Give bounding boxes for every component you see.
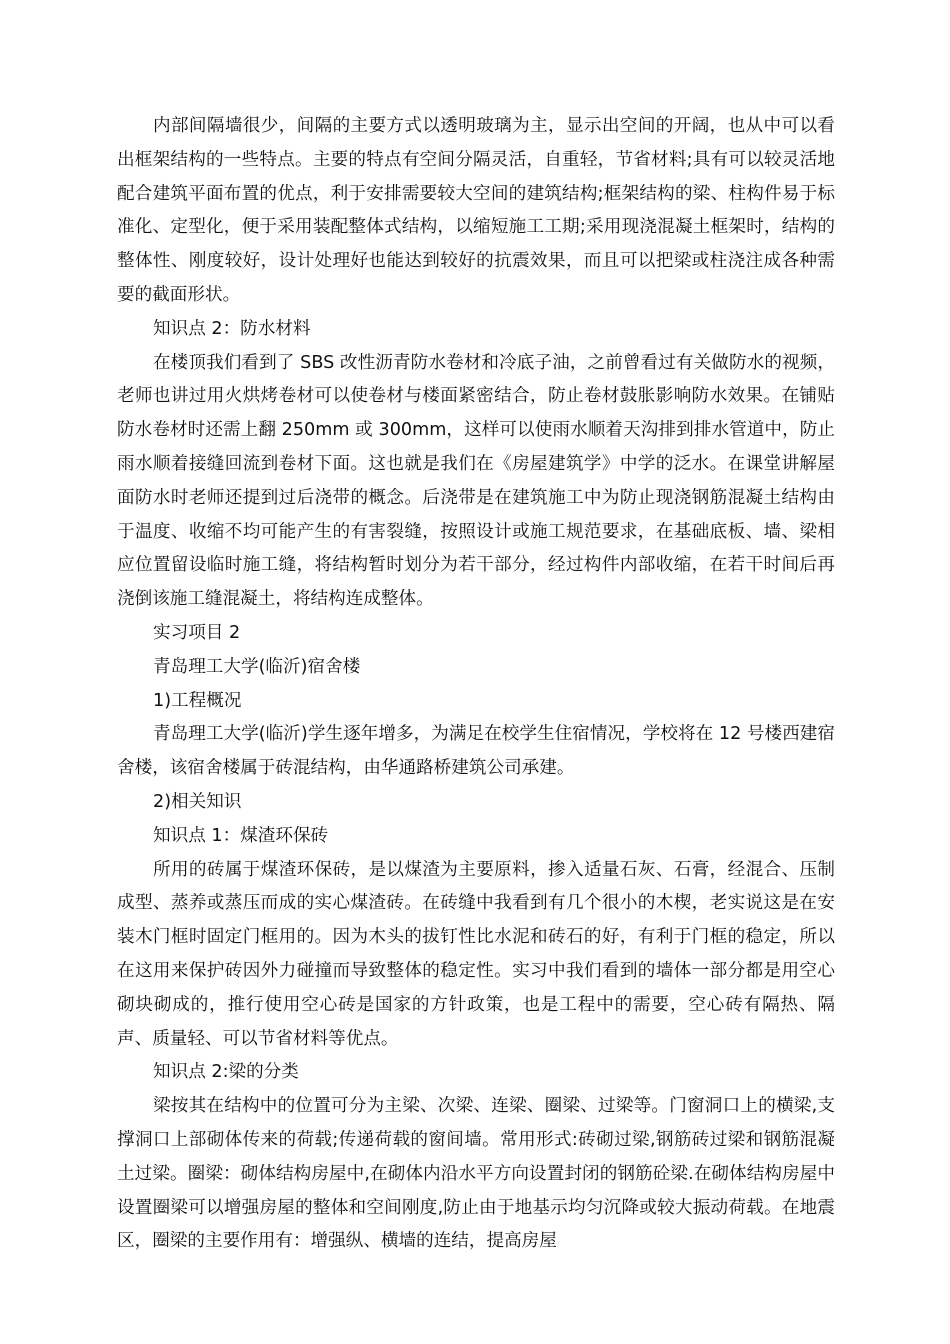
heading-dormitory-building: 青岛理工大学(临沂)宿舍楼 [153,656,361,677]
heading-knowledge-point-1-cinder-brick: 知识点 1：煤渣环保砖 [153,825,329,846]
heading-project-overview: 1)工程概况 [153,690,242,711]
paragraph-beam-types: 梁按其在结构中的位置可分为主梁、次梁、连梁、圈梁、过梁等。门窗洞口上的横梁,支撑洞口上部砌体传来的荷载;传递荷载的窗间墙。常用形式:砖砌过梁,钢筋砖过梁和钢筋混凝土过梁。圈梁：砌体结构房屋中,在砌体内沿水平方向设置封闭的钢筋砼梁.在砌体结构房屋中设置圈梁可以增强房屋的整体和空间刚度,防止由于地基示均匀沉降或较大振动荷载。在地震区，圈梁的主要作用有：增强纵、横墙的连结，提高房屋 [117,1096,835,1252]
heading-related-knowledge: 2)相关知识 [153,791,242,812]
heading-knowledge-point-2-waterproof: 知识点 2：防水材料 [153,318,311,339]
paragraph-project-overview: 青岛理工大学(临沂)学生逐年增多，为满足在校学生住宿情况，学校将在 12 号楼西建宿舍楼，该宿舍楼属于砖混结构，由华通路桥建筑公司承建。 [117,724,835,779]
paragraph-frame-structure: 内部间隔墙很少，间隔的主要方式以透明玻璃为主，显示出空间的开阔，也从中可以看出框架结构的一些特点。主要的特点有空间分隔灵活，自重轻，节省材料;具有可以较灵活地配合建筑平面布置的优点，利于安排需要较大空间的建筑结构;框架结构的梁、柱构件易于标准化、定型化，便于采用装配整体式结构，以缩短施工工期;采用现浇混凝土框架时，结构的整体性、刚度较好，设计处理好也能达到较好的抗震效果，而且可以把梁或柱浇注成各种需要的截面形状。 [117,116,835,305]
document-page [117,110,835,1259]
heading-knowledge-point-2-beam-types: 知识点 2:梁的分类 [153,1062,299,1083]
paragraph-cinder-brick: 所用的砖属于煤渣环保砖，是以煤渣为主要原料，掺入适量石灰、石膏，经混合、压制成型、蒸养或蒸压而成的实心煤渣砖。在砖缝中我看到有几个很小的木楔，老实说这是在安装木门框时固定门框用的。因为木头的拔钉性比水泥和砖石的好，有利于门框的稳定，所以在这用来保护砖因外力碰撞而导致整体的稳定性。实习中我们看到的墙体一部分都是用空心砌块砌成的，推行使用空心砖是国家的方针政策，也是工程中的需要，空心砖有隔热、隔声、质量轻、可以节省材料等优点。 [117,859,835,1049]
paragraph-waterproof-materials: 在楼顶我们看到了 SBS 改性沥青防水卷材和冷底子油，之前曾看过有关做防水的视频，老师也讲过用火烘烤卷材可以使卷材与楼面紧密结合，防止卷材鼓胀影响防水效果。在铺贴防水卷材时还需上翻 250mm 或 300mm，这样可以使雨水顺着天沟排到排水管道中，防止雨水顺着接缝回流到卷材下面。这也就是我们在《房屋建筑学》中学的泛水。在课堂讲解屋面防水时老师还提到过后浇带的概念。后浇带是在建筑施工中为防止现浇钢筋混凝土结构由于温度、收缩不均可能产生的有害裂缝，按照设计或施工规范要求，在基础底板、墙、梁相应位置留设临时施工缝，将结构暂时划分为若干部分，经过构件内部收缩，在若干时间后再浇倒该施工缝混凝土，将结构连成整体。 [117,352,835,610]
heading-internship-project-2: 实习项目 2 [153,622,241,643]
